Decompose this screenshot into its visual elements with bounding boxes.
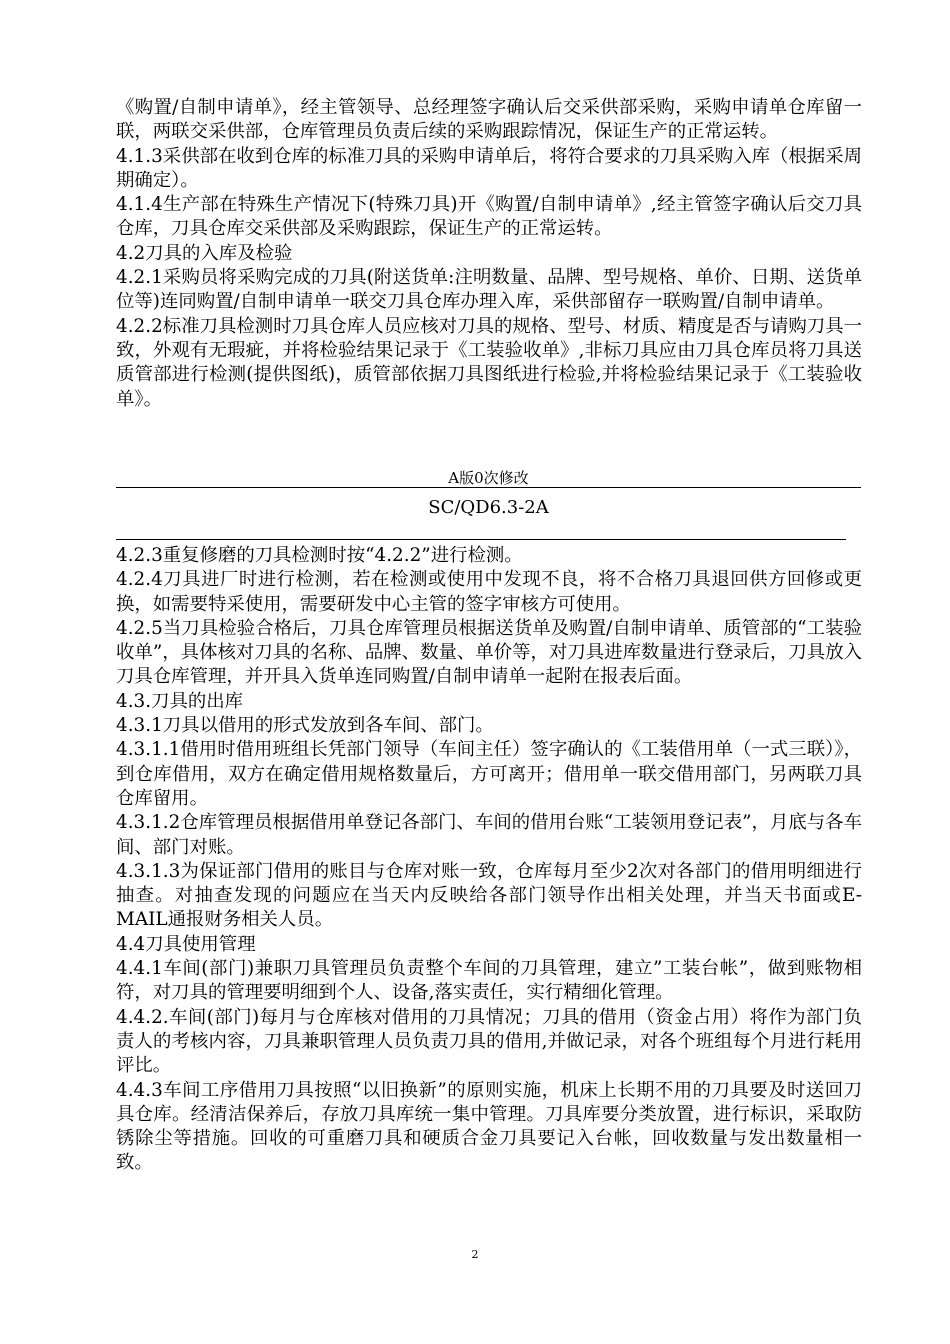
paragraph-4-2-3: 4.2.3重复修磨的刀具检测时按“4.2.2”进行检测。 bbox=[116, 545, 523, 566]
document-code-header: SC/QD6.3-2A bbox=[428, 497, 549, 518]
section-heading-4-4: 4.4刀具使用管理 bbox=[116, 933, 256, 955]
paragraph-4-4-3: 4.4.3车间工序借用刀具按照“以旧换新”的原则实施，机床上长期不用的刀具要及时送回刀具仓库。经清洁保养后，存放刀具库统一集中管理。刀具库要分类放置，进行标识，采取防锈除尘等措施。回收的可重磨刀具和硬质合金刀具要记入台帐，回收数量与发出数量相一致。 bbox=[116, 1079, 862, 1174]
footer-divider bbox=[116, 487, 861, 488]
paragraph-4-4-2: 4.4.2.车间(部门)每月与仓库核对借用的刀具情况；刀具的借用（资金占用）将作为部门负责人的考核内容，刀具兼职管理人员负责刀具的借用,并做记录，对各个班组每个月进行耗用评比。 bbox=[116, 1006, 862, 1077]
paragraph-4-2-1: 4.2.1采购员将采购完成的刀具(附送货单:注明数量、品牌、型号规格、单价、日期、送货单位等)连同购置/自制申请单一联交刀具仓库办理入库，采供部留存一联购置/自制申请单。 bbox=[116, 267, 862, 313]
paragraph-4-3-1: 4.3.1刀具以借用的形式发放到各车间、部门。 bbox=[116, 715, 494, 737]
paragraph-4-2-4: 4.2.4刀具进厂时进行检测，若在检测或使用中发现不良，将不合格刀具退回供方回修或更换，如需要特采使用，需要研发中心主管的签字审核方可使用。 bbox=[116, 569, 862, 615]
paragraph-purchase-request: 《购置/自制申请单》，经主管领导、总经理签字确认后交采供部采购，采购申请单仓库留一联，两联交采供部，仓库管理员负责后续的采购跟踪情况，保证生产的正常运转。 bbox=[116, 97, 862, 143]
paragraph-4-2-5: 4.2.5当刀具检验合格后，刀具仓库管理员根据送货单及购置/自制申请单、质管部的“工装验收单”，具体核对刀具的名称、品牌、数量、单价等，对刀具进库数量进行登录后，刀具放入刀具仓库管理，并开具入货单连同购置/自制申请单一起附在报表后面。 bbox=[116, 617, 862, 688]
section-heading-4-3: 4.3.刀具的出库 bbox=[116, 690, 244, 712]
paragraph-4-1-3: 4.1.3采供部在收到仓库的标准刀具的采购申请单后，将符合要求的刀具采购入库（根据采周期确定）。 bbox=[116, 145, 862, 191]
revision-footer: A版0次修改 bbox=[448, 469, 529, 487]
body-text-upper bbox=[116, 96, 862, 412]
section-heading-4-2: 4.2刀具的入库及检验 bbox=[116, 242, 293, 264]
body-text-lower bbox=[116, 544, 862, 1176]
header-divider bbox=[116, 539, 846, 540]
paragraph-4-4-1: 4.4.1车间(部门)兼职刀具管理员负责整个车间的刀具管理，建立”工装台帐”，做到账物相符，对刀具的管理要明细到个人、设备,落实责任，实行精细化管理。 bbox=[116, 958, 862, 1004]
paragraph-4-3-1-3: 4.3.1.3为保证部门借用的账目与仓库对账一致，仓库每月至少2次对各部门的借用明细进行抽查。对抽查发现的问题应在当天内反映给各部门领导作出相关处理，并当天书面或E-MAIL通报财务相关人员。 bbox=[116, 860, 862, 931]
paragraph-4-3-1-1: 4.3.1.1借用时借用班组长凭部门领导（车间主任）签字确认的《工装借用单（一式三联）》，到仓库借用，双方在确定借用规格数量后，方可离开；借用单一联交借用部门，另两联刀具仓库留用。 bbox=[116, 739, 862, 809]
paragraph-4-3-1-2: 4.3.1.2仓库管理员根据借用单登记各部门、车间的借用台账“工装领用登记表”，月底与各车间、部门对账。 bbox=[116, 812, 862, 858]
paragraph-4-1-4: 4.1.4生产部在特殊生产情况下(特殊刀具)开《购置/自制申请单》,经主管签字确认后交刀具仓库，刀具仓库交采供部及采购跟踪，保证生产的正常运转。 bbox=[116, 194, 862, 240]
page-number: 2 bbox=[471, 1248, 479, 1261]
paragraph-4-2-2: 4.2.2标准刀具检测时刀具仓库人员应核对刀具的规格、型号、材质、精度是否与请购刀具一致，外观有无瑕疵，并将检验结果记录于《工装验收单》,非标刀具应由刀具仓库员将刀具送质管部进行检测(提供图纸)，质管部依据刀具图纸进行检验,并将检验结果记录于《工装验收单》。 bbox=[116, 315, 862, 410]
